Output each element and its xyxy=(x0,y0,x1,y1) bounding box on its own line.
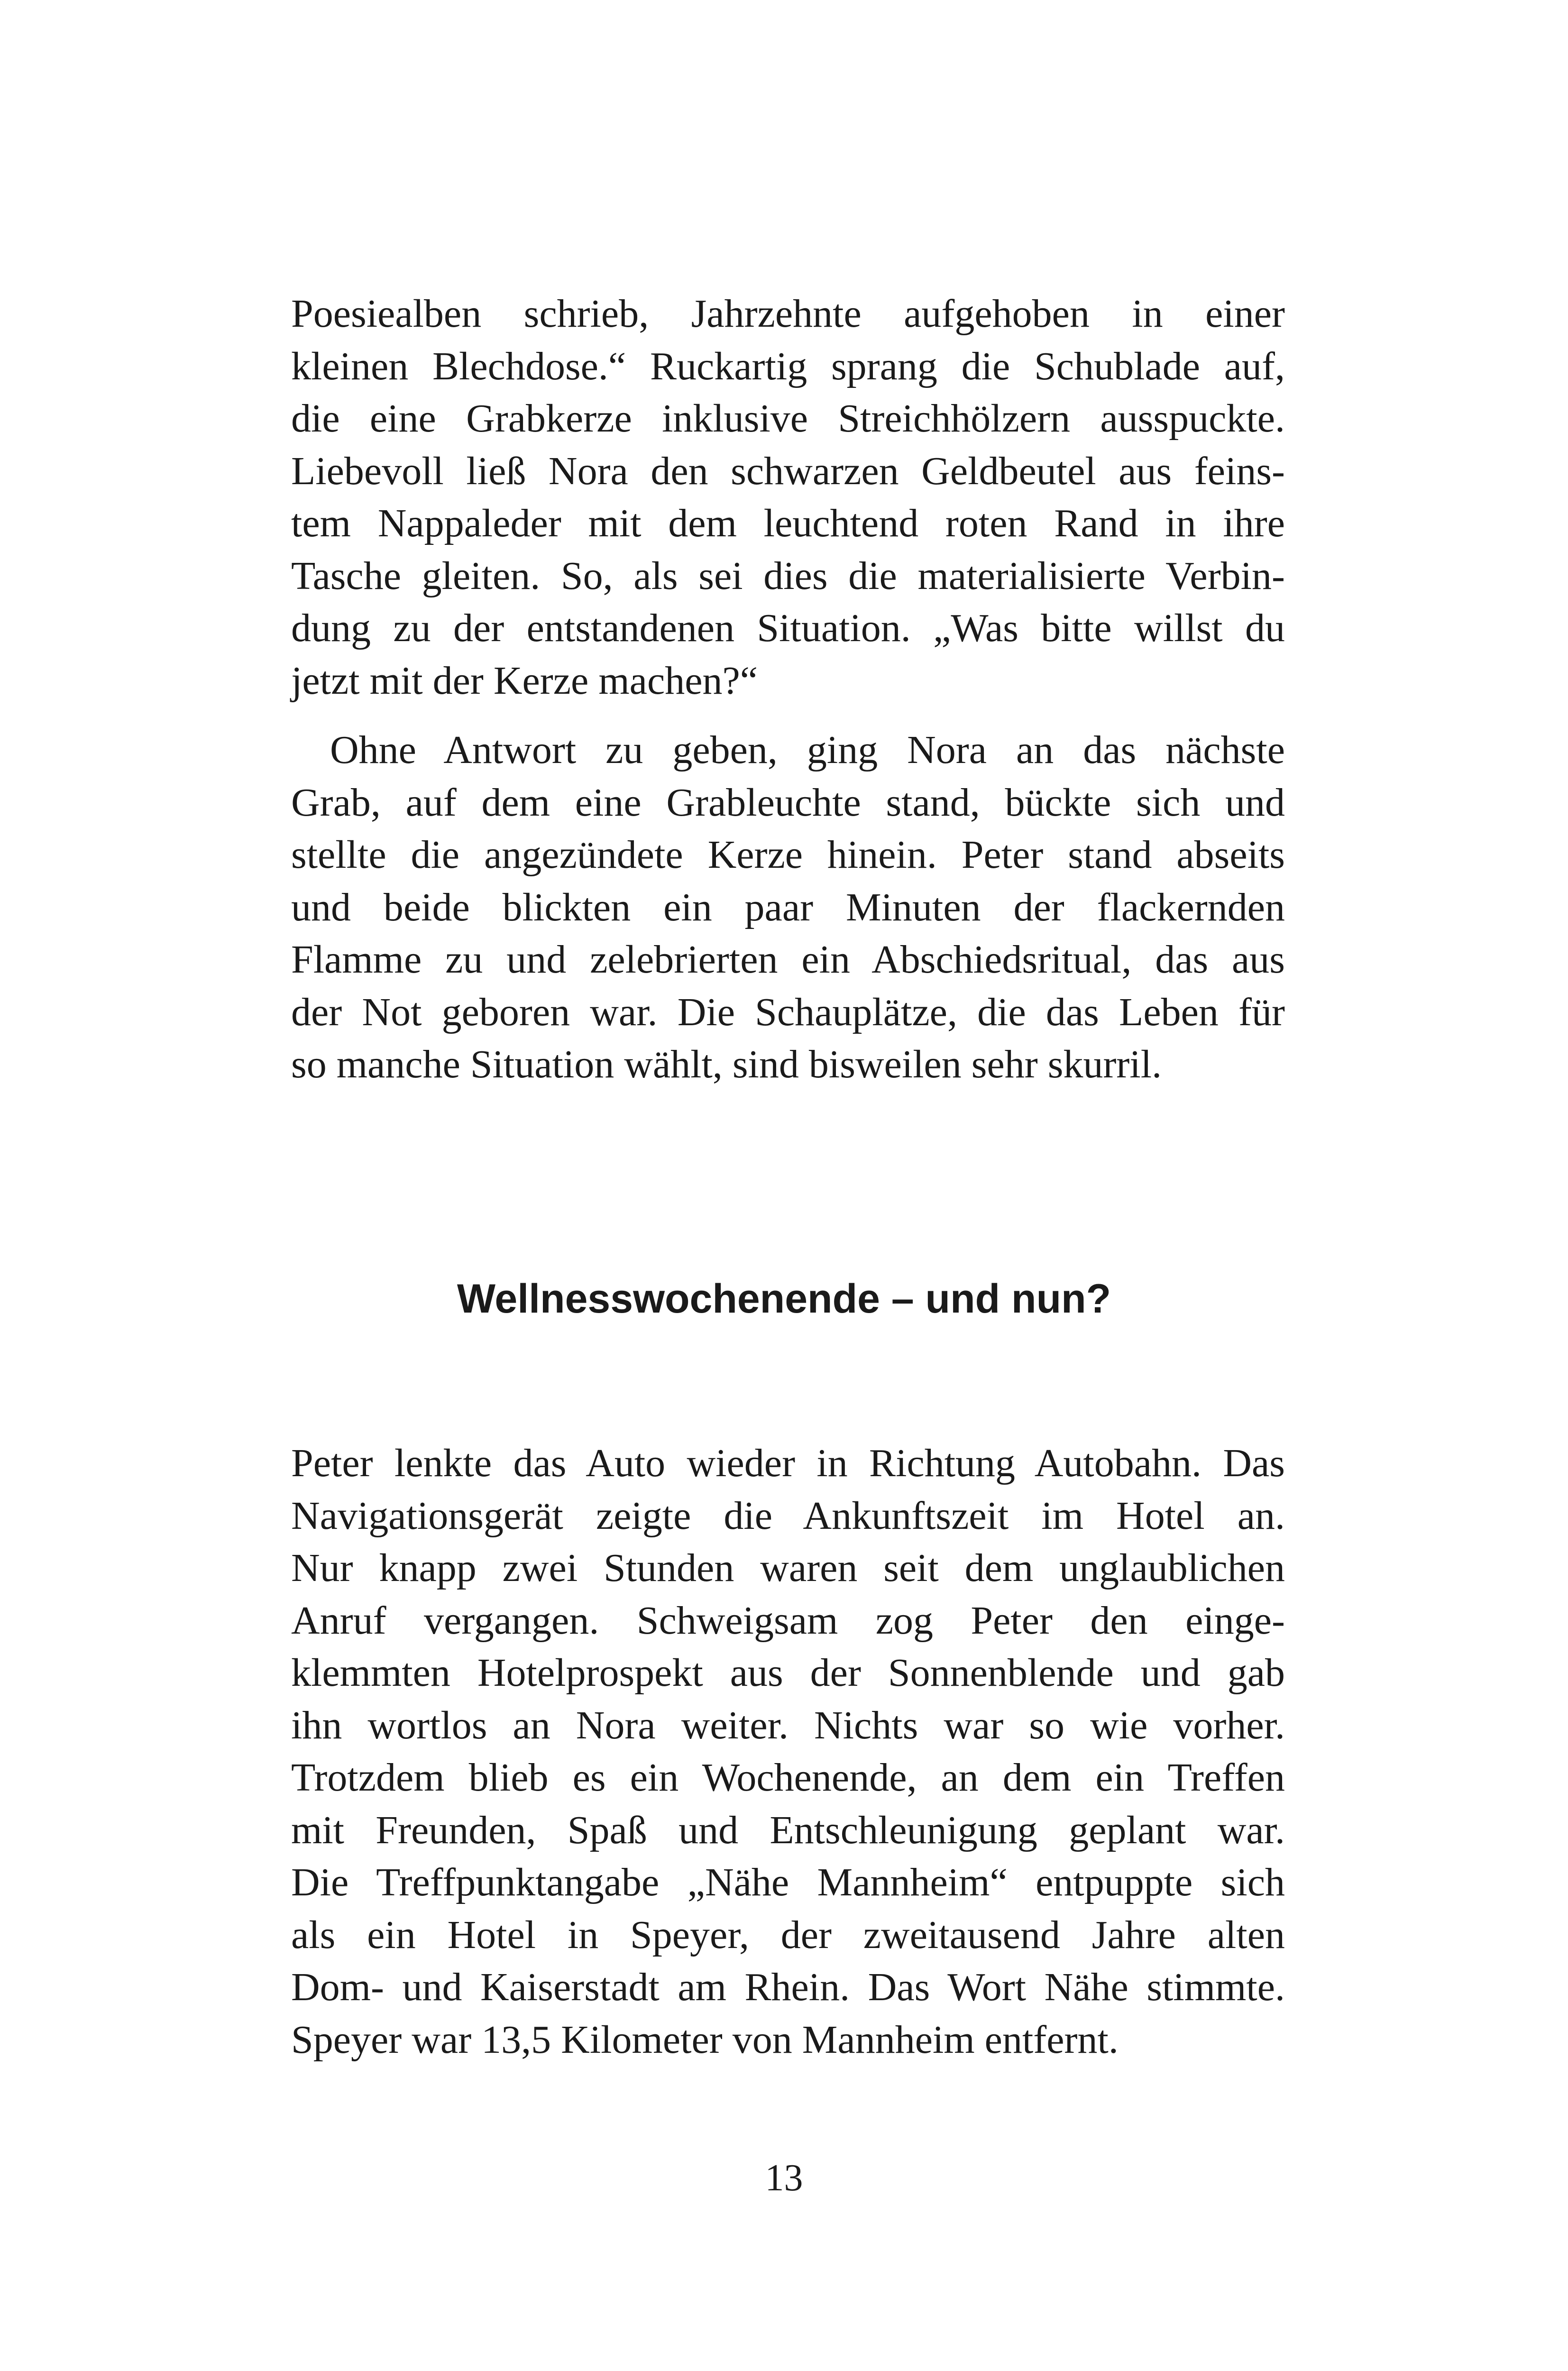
text-line: so manche Situation wählt, sind bisweilen sehr skurril. xyxy=(291,1042,1162,1086)
text-line: tem Nappaleder mit dem leuchtend roten Rand in ihre xyxy=(291,501,1285,545)
text-line: kleinen Blechdose.“ Ruckartig sprang die Schublade auf, xyxy=(291,344,1285,388)
text-line: Flamme zu und zelebrierten ein Abschiedsritual, das aus xyxy=(291,937,1285,982)
paragraph-continued xyxy=(291,288,1285,707)
text-line: und beide blickten ein paar Minuten der flackernden xyxy=(291,885,1285,929)
text-line: Grab, auf dem eine Grableuchte stand, bückte sich und xyxy=(291,780,1285,825)
text-line: ihn wortlos an Nora weiter. Nichts war so wie vorher. xyxy=(291,1703,1285,1747)
page-number: 13 xyxy=(765,2157,803,2199)
text-line: Trotzdem blieb es ein Wochenende, an dem ein Treffen xyxy=(291,1755,1285,1800)
text-line: Ohne Antwort zu geben, ging Nora an das nächste xyxy=(330,728,1285,772)
text-line: Peter lenkte das Auto wieder in Richtung Autobahn. Das xyxy=(291,1441,1285,1485)
text-line: klemmten Hotelprospekt aus der Sonnenblende und gab xyxy=(291,1651,1285,1695)
text-line: der Not geboren war. Die Schauplätze, die das Leben für xyxy=(291,990,1285,1034)
paragraph-section-start xyxy=(291,1437,1285,2066)
text-line: die eine Grabkerze inklusive Streichhölzern ausspuckte. xyxy=(291,396,1285,441)
text-line: Dom- und Kaiserstadt am Rhein. Das Wort Nähe stimmte. xyxy=(291,1965,1285,2009)
text-line: Tasche gleiten. So, als sei dies die materialisierte Verbin- xyxy=(291,553,1285,598)
text-line: Nur knapp zwei Stunden waren seit dem unglaublichen xyxy=(291,1546,1285,1590)
text-line: dung zu der entstandenen Situation. „Was bitte willst du xyxy=(291,606,1285,650)
section-heading: Wellnesswochenende – und nun? xyxy=(457,1276,1111,1322)
text-line: Liebevoll ließ Nora den schwarzen Geldbeutel aus feins- xyxy=(291,449,1285,493)
text-line: jetzt mit der Kerze machen?“ xyxy=(291,658,758,703)
text-line: mit Freunden, Spaß und Entschleunigung geplant war. xyxy=(291,1808,1285,1852)
text-line: Die Treffpunktangabe „Nähe Mannheim“ entpuppte sich xyxy=(291,1860,1285,1904)
text-line: als ein Hotel in Speyer, der zweitausend Jahre alten xyxy=(291,1912,1285,1957)
text-line: Navigationsgerät zeigte die Ankunftszeit im Hotel an. xyxy=(291,1493,1285,1538)
text-line: stellte die angezündete Kerze hinein. Peter stand abseits xyxy=(291,833,1285,877)
text-line: Anruf vergangen. Schweigsam zog Peter den einge- xyxy=(291,1598,1285,1643)
text-line: Poesiealben schrieb, Jahrzehnte aufgehoben in einer xyxy=(291,292,1285,336)
paragraph-indented xyxy=(291,724,1285,1091)
text-line: Speyer war 13,5 Kilometer von Mannheim entfernt. xyxy=(291,2017,1119,2062)
